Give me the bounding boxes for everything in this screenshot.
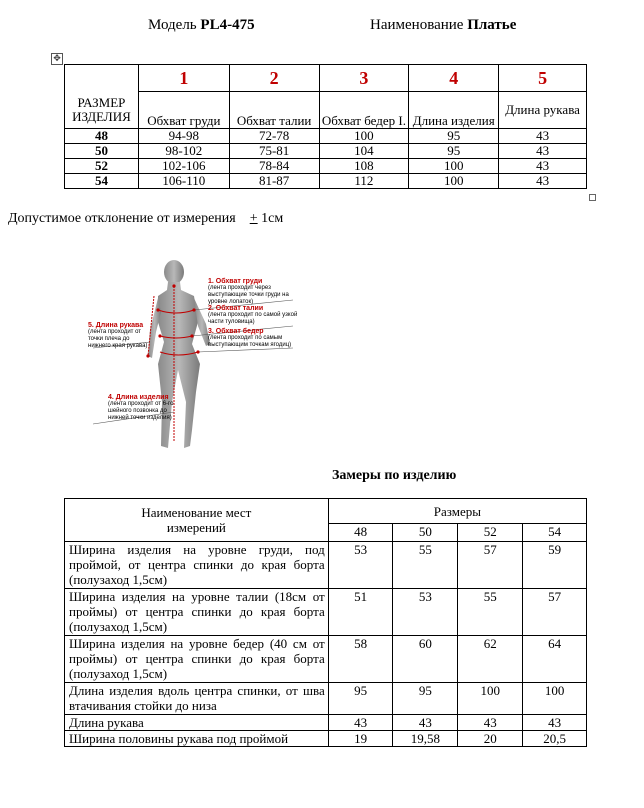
value-cell: 100 <box>409 159 499 174</box>
measure-value-cell: 95 <box>393 683 458 715</box>
value-cell: 100 <box>409 174 499 189</box>
figure-label-note: (лента проходит по самым выступающим точкам ягодиц) <box>208 335 292 348</box>
size-corner-label: РАЗМЕР ИЗДЕЛИЯ <box>72 95 131 124</box>
measure-value-cell: 43 <box>393 715 458 731</box>
value-cell: 78-84 <box>229 159 319 174</box>
measure-value-cell: 57 <box>458 542 523 589</box>
measure-value-cell: 51 <box>328 589 393 636</box>
table-resize-handle[interactable] <box>589 194 596 201</box>
value-cell: 43 <box>499 129 587 144</box>
measure-value-cell: 95 <box>328 683 393 715</box>
size-row <box>65 159 587 174</box>
value-cell: 72-78 <box>229 129 319 144</box>
size-table <box>64 64 587 189</box>
size-header-cell: 52 <box>458 524 523 542</box>
measure-value-cell: 100 <box>523 683 587 715</box>
size-header-cell: 48 <box>328 524 393 542</box>
measure-value-cell: 57 <box>523 589 587 636</box>
size-corner-cell <box>65 65 139 129</box>
measures-row <box>65 542 587 589</box>
value-cell: 81-87 <box>229 174 319 189</box>
size-cell: 50 <box>65 144 139 159</box>
measures-row <box>65 683 587 715</box>
col-number: 5 <box>499 65 587 92</box>
value-cell: 98-102 <box>138 144 229 159</box>
col-label: Длина рукава <box>499 92 587 129</box>
measure-value-cell: 20 <box>458 731 523 747</box>
measures-header-left: Наименование мест измерений <box>65 499 329 542</box>
measures-table <box>64 498 587 747</box>
size-row <box>65 129 587 144</box>
measure-value-cell: 55 <box>393 542 458 589</box>
measure-value-cell: 53 <box>328 542 393 589</box>
measures-row <box>65 636 587 683</box>
measure-value-cell: 59 <box>523 542 587 589</box>
measure-value-cell: 43 <box>328 715 393 731</box>
name-value: Платье <box>467 17 517 33</box>
value-cell: 106-110 <box>138 174 229 189</box>
figure-label-title: 3. Обхват бедер <box>208 328 264 335</box>
measure-value-cell: 60 <box>393 636 458 683</box>
measures-header-right: Размеры <box>328 499 586 524</box>
figure-label-note: (лента проходит от 6-го шейного позвонка до нижней точки изделия) <box>108 401 174 421</box>
figure-label-hips <box>208 328 306 349</box>
value-cell: 100 <box>319 129 409 144</box>
table-move-handle-icon[interactable]: ✥ <box>51 53 63 65</box>
figure-label-sleeve <box>88 322 150 350</box>
tolerance-text: Допустимое отклонение от измерения <box>8 211 236 226</box>
model-label: Модель <box>148 17 197 33</box>
figure-label-waist <box>208 305 306 326</box>
size-header-cell: 50 <box>393 524 458 542</box>
name-label: Наименование <box>370 17 464 33</box>
col-number: 2 <box>229 65 319 92</box>
measure-value-cell: 55 <box>458 589 523 636</box>
value-cell: 104 <box>319 144 409 159</box>
measure-name-cell: Длина рукава <box>65 715 329 731</box>
col-number: 4 <box>409 65 499 92</box>
value-cell: 43 <box>499 174 587 189</box>
measure-value-cell: 43 <box>458 715 523 731</box>
measure-value-cell: 20,5 <box>523 731 587 747</box>
figure-label-title: 1. Обхват груди <box>208 278 263 285</box>
measure-value-cell: 62 <box>458 636 523 683</box>
measures-row <box>65 731 587 747</box>
measures-row <box>65 589 587 636</box>
figure-label-note: (лента проходит по самой узкой части туловища) <box>208 312 298 325</box>
figure-label-title: 2. Обхват талии <box>208 305 264 312</box>
col-label: Обхват груди <box>138 92 229 129</box>
col-number: 1 <box>138 65 229 92</box>
value-cell: 75-81 <box>229 144 319 159</box>
size-row <box>65 174 587 189</box>
measure-value-cell: 19,58 <box>393 731 458 747</box>
value-cell: 43 <box>499 159 587 174</box>
figure-label-title: 4. Длина изделия <box>108 394 169 401</box>
measure-name-cell: Ширина изделия на уровне груди, под проймой, от центра спинки до края борта (полузаход 1,5см) <box>65 542 329 589</box>
size-cell: 54 <box>65 174 139 189</box>
model-code: PL4-475 <box>200 17 255 33</box>
figure-label-length <box>108 394 174 422</box>
figure-label-note: (лента проходит через выступающие точки груди на уровне лопаток) <box>208 285 289 305</box>
measurement-figure <box>88 252 306 452</box>
measure-name-cell: Длина изделия вдоль центра спинки, от шва втачивания стойки до низа <box>65 683 329 715</box>
value-cell: 112 <box>319 174 409 189</box>
value-cell: 94-98 <box>138 129 229 144</box>
measure-name-cell: Ширина изделия на уровне талии (18см от проймы) от центра спинки до края борта (полузаход 1,5см) <box>65 589 329 636</box>
name-heading <box>370 17 516 34</box>
measure-value-cell: 43 <box>523 715 587 731</box>
measure-name-cell: Ширина половины рукава под проймой <box>65 731 329 747</box>
measures-title: Замеры по изделию <box>332 468 457 483</box>
measure-value-cell: 64 <box>523 636 587 683</box>
measure-value-cell: 53 <box>393 589 458 636</box>
col-label: Длина изделия <box>409 92 499 129</box>
size-cell: 48 <box>65 129 139 144</box>
figure-label-note: (лента проходит от точки плеча до нижнего края рукава) <box>88 329 148 349</box>
col-label: Обхват талии <box>229 92 319 129</box>
tolerance-pm: + <box>249 211 258 226</box>
value-cell: 43 <box>499 144 587 159</box>
measures-row <box>65 715 587 731</box>
value-cell: 108 <box>319 159 409 174</box>
value-cell: 95 <box>409 144 499 159</box>
measure-name-cell: Ширина изделия на уровне бедер (40 см от проймы) от центра спинки до края борта (полузаход 1,5см) <box>65 636 329 683</box>
col-label: Обхват бедер I. <box>319 92 409 129</box>
tolerance-value: 1см <box>261 211 284 226</box>
measure-value-cell: 100 <box>458 683 523 715</box>
size-row <box>65 144 587 159</box>
col-number: 3 <box>319 65 409 92</box>
size-header-cell: 54 <box>523 524 587 542</box>
figure-label-title: 5. Длина рукава <box>88 322 144 329</box>
size-cell: 52 <box>65 159 139 174</box>
measure-value-cell: 19 <box>328 731 393 747</box>
value-cell: 102-106 <box>138 159 229 174</box>
model-heading <box>148 17 255 34</box>
tolerance-line <box>8 211 283 227</box>
figure-label-chest <box>208 278 306 306</box>
measure-value-cell: 58 <box>328 636 393 683</box>
value-cell: 95 <box>409 129 499 144</box>
